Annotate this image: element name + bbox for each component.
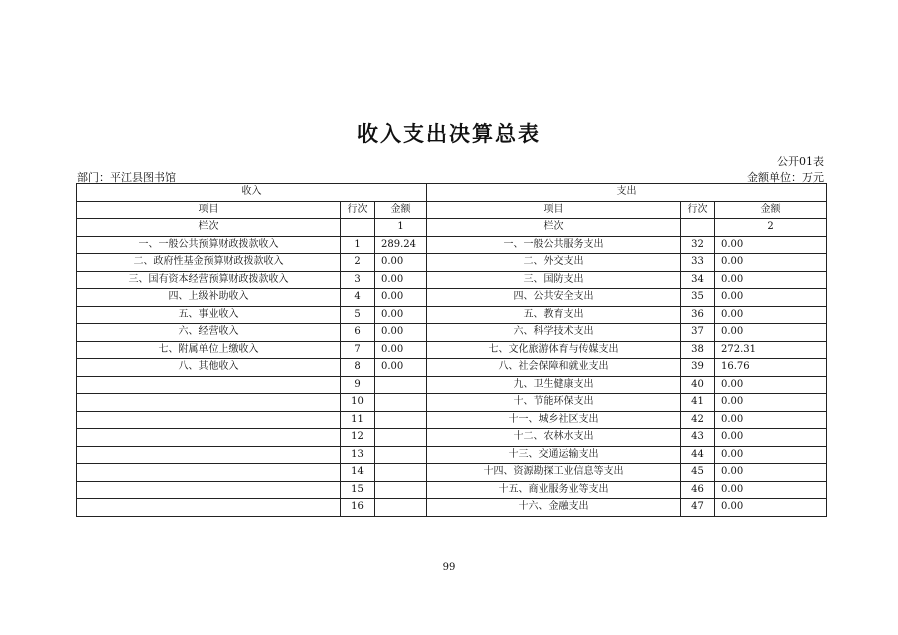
expense-row-number-cell: 34 [681,271,715,289]
expense-row-number-cell: 39 [681,359,715,377]
expense-row-number-cell: 33 [681,254,715,272]
table-row [77,359,827,377]
expense-amount-header: 金额 [715,201,827,219]
expense-column-label: 栏次 [427,219,681,237]
income-item-cell: 二、政府性基金预算财政拨款收入 [77,254,341,272]
expense-row-number-cell: 37 [681,324,715,342]
expense-row-number-cell: 42 [681,411,715,429]
income-row-number-cell: 4 [341,289,375,307]
page-title: 收入支出决算总表 [357,122,541,146]
table-row [77,411,827,429]
expense-row-number-cell: 45 [681,464,715,482]
income-amount-cell: 0.00 [375,271,427,289]
income-item-cell [77,499,341,517]
expense-amount-cell: 272.31 [715,341,827,359]
income-row-number-cell: 7 [341,341,375,359]
expense-amount-cell: 0.00 [715,271,827,289]
table-row [77,341,827,359]
expense-amount-cell: 0.00 [715,289,827,307]
income-amount-header: 金额 [375,201,427,219]
expense-amount-cell: 0.00 [715,464,827,482]
expense-item-cell: 二、外交支出 [427,254,681,272]
expense-row-number-cell: 44 [681,446,715,464]
expense-column-row-blank [681,219,715,237]
expense-row-number-cell: 32 [681,236,715,254]
income-row-number-cell: 3 [341,271,375,289]
income-item-cell [77,394,341,412]
income-column-row-blank [341,219,375,237]
income-amount-cell: 0.00 [375,359,427,377]
income-amount-cell: 289.24 [375,236,427,254]
income-item-cell [77,481,341,499]
table-row [77,324,827,342]
income-amount-cell [375,481,427,499]
income-row-number-cell: 1 [341,236,375,254]
expense-amount-cell: 16.76 [715,359,827,377]
income-item-cell [77,464,341,482]
income-row-header: 行次 [341,201,375,219]
column-number-row [77,219,827,237]
income-item-cell: 三、国有资本经营预算财政拨款收入 [77,271,341,289]
expense-item-cell: 九、卫生健康支出 [427,376,681,394]
expense-row-header: 行次 [681,201,715,219]
income-column-number: 1 [375,219,427,237]
income-amount-cell: 0.00 [375,341,427,359]
income-amount-cell: 0.00 [375,324,427,342]
income-amount-cell [375,376,427,394]
expense-item-cell: 十二、农林水支出 [427,429,681,447]
expense-item-cell: 六、科学技术支出 [427,324,681,342]
amount-unit-label: 金额单位：万元 [747,171,824,184]
income-row-number-cell: 10 [341,394,375,412]
income-row-number-cell: 11 [341,411,375,429]
column-header-row [77,201,827,219]
expense-row-number-cell: 46 [681,481,715,499]
expense-section-header: 支出 [427,184,827,202]
expense-amount-cell: 0.00 [715,306,827,324]
income-item-cell [77,446,341,464]
income-column-label: 栏次 [77,219,341,237]
income-row-number-cell: 9 [341,376,375,394]
expense-item-cell: 三、国防支出 [427,271,681,289]
expense-item-cell: 十、节能环保支出 [427,394,681,412]
expense-row-number-cell: 43 [681,429,715,447]
income-amount-cell [375,446,427,464]
income-row-number-cell: 16 [341,499,375,517]
expense-item-cell: 十三、交通运输支出 [427,446,681,464]
expense-column-number: 2 [715,219,827,237]
income-amount-cell [375,394,427,412]
section-header-row [77,184,827,202]
table-row [77,429,827,447]
income-item-header: 项目 [77,201,341,219]
income-item-cell: 一、一般公共预算财政拨款收入 [77,236,341,254]
table-row [77,306,827,324]
page-number: 99 [442,562,456,573]
expense-amount-cell: 0.00 [715,446,827,464]
expense-item-cell: 七、文化旅游体育与传媒支出 [427,341,681,359]
income-item-cell: 五、事业收入 [77,306,341,324]
income-row-number-cell: 8 [341,359,375,377]
expense-row-number-cell: 35 [681,289,715,307]
expense-amount-cell: 0.00 [715,376,827,394]
expense-item-cell: 四、公共安全支出 [427,289,681,307]
expense-row-number-cell: 38 [681,341,715,359]
income-item-cell: 七、附属单位上缴收入 [77,341,341,359]
income-item-cell [77,411,341,429]
table-row [77,499,827,517]
table-row [77,376,827,394]
income-row-number-cell: 13 [341,446,375,464]
income-amount-cell: 0.00 [375,306,427,324]
income-amount-cell [375,499,427,517]
income-amount-cell [375,411,427,429]
table-row [77,481,827,499]
table-row [77,394,827,412]
income-row-number-cell: 15 [341,481,375,499]
income-row-number-cell: 6 [341,324,375,342]
expense-amount-cell: 0.00 [715,254,827,272]
income-item-cell: 八、其他收入 [77,359,341,377]
expense-amount-cell: 0.00 [715,429,827,447]
table-row [77,254,827,272]
expense-amount-cell: 0.00 [715,481,827,499]
form-number: 公开01表 [777,155,824,168]
income-row-number-cell: 2 [341,254,375,272]
expense-item-header: 项目 [427,201,681,219]
table-row [77,446,827,464]
expense-item-cell: 十四、资源勘探工业信息等支出 [427,464,681,482]
table-row [77,289,827,307]
expense-item-cell: 十五、商业服务业等支出 [427,481,681,499]
income-section-header: 收入 [77,184,427,202]
income-amount-cell [375,464,427,482]
expense-row-number-cell: 40 [681,376,715,394]
income-item-cell: 六、经营收入 [77,324,341,342]
expense-item-cell: 五、教育支出 [427,306,681,324]
department-label: 部门：平江县图书馆 [77,171,176,184]
expense-row-number-cell: 41 [681,394,715,412]
table-row [77,236,827,254]
income-amount-cell: 0.00 [375,289,427,307]
income-row-number-cell: 12 [341,429,375,447]
expense-amount-cell: 0.00 [715,324,827,342]
income-row-number-cell: 14 [341,464,375,482]
income-item-cell [77,429,341,447]
expense-item-cell: 一、一般公共服务支出 [427,236,681,254]
expense-amount-cell: 0.00 [715,394,827,412]
table-row [77,464,827,482]
expense-item-cell: 八、社会保障和就业支出 [427,359,681,377]
expense-amount-cell: 0.00 [715,236,827,254]
expense-item-cell: 十一、城乡社区支出 [427,411,681,429]
expense-row-number-cell: 36 [681,306,715,324]
table-row [77,271,827,289]
income-item-cell [77,376,341,394]
expense-amount-cell: 0.00 [715,499,827,517]
income-amount-cell [375,429,427,447]
income-expense-table [76,183,827,517]
expense-item-cell: 十六、金融支出 [427,499,681,517]
income-amount-cell: 0.00 [375,254,427,272]
income-row-number-cell: 5 [341,306,375,324]
income-item-cell: 四、上级补助收入 [77,289,341,307]
expense-row-number-cell: 47 [681,499,715,517]
expense-amount-cell: 0.00 [715,411,827,429]
